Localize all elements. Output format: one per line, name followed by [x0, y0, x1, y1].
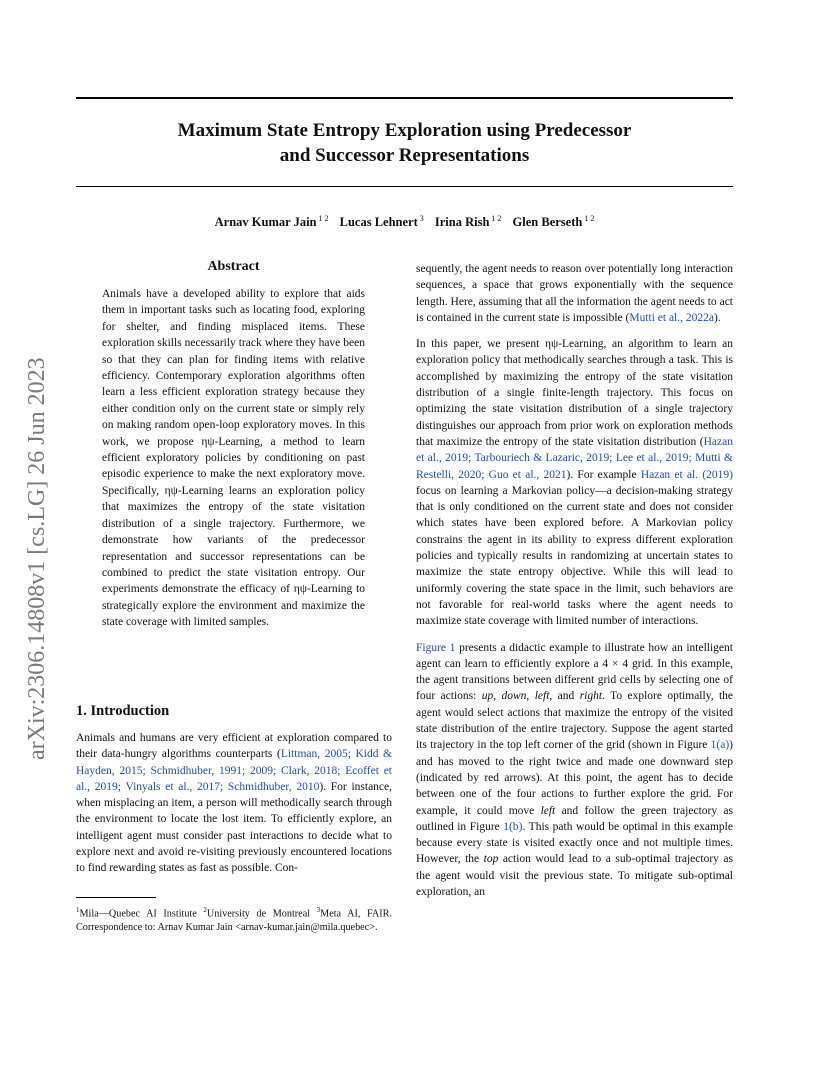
author-name: Glen Berseth: [512, 215, 583, 229]
abstract-heading: Abstract: [207, 259, 260, 274]
author-name: Lucas Lehnert: [339, 215, 418, 229]
intro-paragraph: [76, 730, 392, 877]
footnote-text: Mila—Quebec AI Institute: [79, 908, 204, 920]
right-column: [416, 261, 733, 910]
citation-link[interactable]: Hazan et al. (2019): [640, 468, 733, 481]
paragraph-text: ). For instance, when misplacing an item, a person will methodically search through the environment to locate the lost item. To efficiently explore, an intelligent agent must consider past interactions to decide what to explore next and avoid re-visiting previously encountered locations to find rewarding states as fast as possible. Con-: [76, 780, 393, 875]
paragraph-text: ) and has moved to the right twice and made one downward step (indicated by red arrows). At this point, the agent has to decide between one of the four actions to further explore the grid. For example, it could move: [416, 739, 733, 817]
author-list: [76, 214, 733, 230]
footnote-text: University de Montreal: [206, 908, 317, 920]
footnote-mark: 2: [203, 906, 207, 914]
paragraph-text: . This path would be optimal in this example because every state is visited exactly once and not multiple times. However, the: [416, 820, 733, 866]
action-term: right: [579, 690, 603, 703]
author: [513, 215, 595, 229]
author: [340, 215, 424, 229]
author-affiliation: 3: [419, 214, 424, 223]
footnote-text: Meta AI, FAIR. Correspondence to: Arnav Kumar Jain <arnav-kumar.jain@mila.quebec>.: [76, 908, 392, 933]
arxiv-stamp: arXiv:2306.14808v1 [cs.LG] 26 Jun 2023: [24, 357, 50, 760]
author: [215, 215, 329, 229]
paragraph-text: ,: [493, 690, 502, 703]
title-line-2: and Successor Representations: [279, 145, 530, 166]
author: [435, 215, 502, 229]
paragraph: [416, 640, 733, 901]
author-affiliation: 1 2: [318, 214, 329, 223]
action-term: left: [540, 804, 556, 817]
figure-link[interactable]: 1(b): [503, 820, 523, 833]
footnote-rule: [76, 897, 156, 898]
paragraph: [416, 261, 733, 326]
paragraph-text: ,: [526, 690, 535, 703]
paragraph: [416, 336, 733, 629]
paragraph-text: ).: [713, 311, 721, 324]
paragraph-text: . To explore optimally, the agent would select actions that maximize the entropy of the visited state distribution of the entire trajectory. Suppose the agent started its trajectory in the top left corner of the grid (shown in Figure: [416, 690, 734, 752]
affiliation-footnote: [76, 904, 392, 934]
action-term: up: [481, 690, 494, 703]
paragraph-text: and follow the green trajectory as outlined in Figure: [416, 804, 733, 833]
paragraph-text: In this paper, we present ηψ-Learning, an algorithm to learn an exploration policy that methodically searches through a task. This is accomplished by maximizing the entropy of the state visitation distribution of a single finite-length trajectory. This focus on optimizing the state visitation distribution of a single trajectory distinguishes our approach from prior work on exploration methods that maximize the entropy of the state visitation distribution (: [416, 338, 733, 448]
footnote-mark: 1: [76, 906, 80, 914]
author-affiliation: 1 2: [584, 214, 595, 223]
paragraph-text: sequently, the agent needs to reason over potentially long interaction sequences, a space that grows exponentially with the sequence length. Here, assuming that all the information the agent needs to act is contained in the current state is impossible (: [416, 263, 733, 324]
figure-link[interactable]: 1(a): [710, 739, 730, 752]
paragraph-text: action would lead to a sub-optimal trajectory as the agent would visit the previous state. To mitigate sub-optimal exploration, an: [416, 853, 733, 898]
paragraph-text: presents a didactic example to illustrate how an intelligent agent can learn to efficiently explore a 4 × 4 grid. In this example, the agent transitions between different grid cells by selecting one of four actions:: [416, 641, 733, 703]
title-line-1: Maximum State Entropy Exploration using Predecessor: [177, 120, 632, 141]
author-name: Irina Rish: [434, 215, 490, 229]
abstract-body: Animals have a developed ability to explore that aids them in important tasks such as locating food, exploring for shelter, and finding misplaced items. These exploration skills necessarily track where they have been so that they can plan for finding items with relative efficiency. Contemporary exploration algorithms often learn a less efficient exploration strategy because they either condition only on the current state or simply rely on making random open-loop exploratory moves. In this work, we propose ηψ-Learning, a method to learn efficient exploratory policies by conditioning on past episodic experience to make the next exploratory move. Specifically, ηψ-Learning learns an exploration policy that maximizes the entropy of the state visitation distribution of a single trajectory. Furthermore, we demonstrate how variants of the predecessor representation and successor representations can be combined to predict the state visitation entropy. Our experiments demonstrate the efficacy of ηψ-Learning to strategically explore the environment and maximize the state coverage with limited samples.: [102, 288, 365, 629]
author-affiliation: 1 2: [491, 214, 502, 223]
title-bottom-rule: [76, 186, 733, 187]
citation-link[interactable]: Littman, 2005; Kidd & Hayden, 2015; Schmidhuber, 1991; 2009; Clark, 2018; Ecoffet et al., 2019; Vinyals et al., 2017; Schmidhuber, 2010: [76, 748, 392, 793]
paragraph-text: Animals and humans are very efficient at exploration compared to their data-hungry algorithms counterparts (: [76, 732, 392, 761]
citation-link[interactable]: Hazan et al., 2019; Tarbouriech & Lazaric, 2019; Lee et al., 2019; Mutti & Restelli, 2020; Guo et al., 2021: [416, 435, 733, 481]
paragraph-text: ). For example: [566, 468, 641, 481]
paragraph-text: , and: [549, 690, 580, 703]
section-heading-introduction: 1. Introduction: [76, 703, 170, 719]
top-rule: [76, 97, 733, 99]
action-term: top: [483, 853, 499, 866]
action-term: left: [534, 690, 550, 703]
author-name: Arnav Kumar Jain: [214, 215, 317, 229]
action-term: down: [501, 690, 527, 703]
footnote-mark: 3: [316, 906, 321, 914]
figure-link[interactable]: Figure 1: [416, 641, 456, 654]
paper-title: [76, 118, 733, 168]
citation-link[interactable]: Mutti et al., 2022a: [629, 311, 714, 324]
paragraph-text: focus on learning a Markovian policy—a decision-making strategy that is only conditioned on the current state and does not consider which states have been explored before. A Markovian policy constrains the agent in its ability to express different exploration policies and typically results in randomizing at uncertain states to maximize the state entropy objective. While this will lead to uniformly covering the state space in the limit, such behaviors are not favorable for real-world tasks where the agent needs to maximize state coverage with limited number of interactions.: [416, 484, 733, 628]
